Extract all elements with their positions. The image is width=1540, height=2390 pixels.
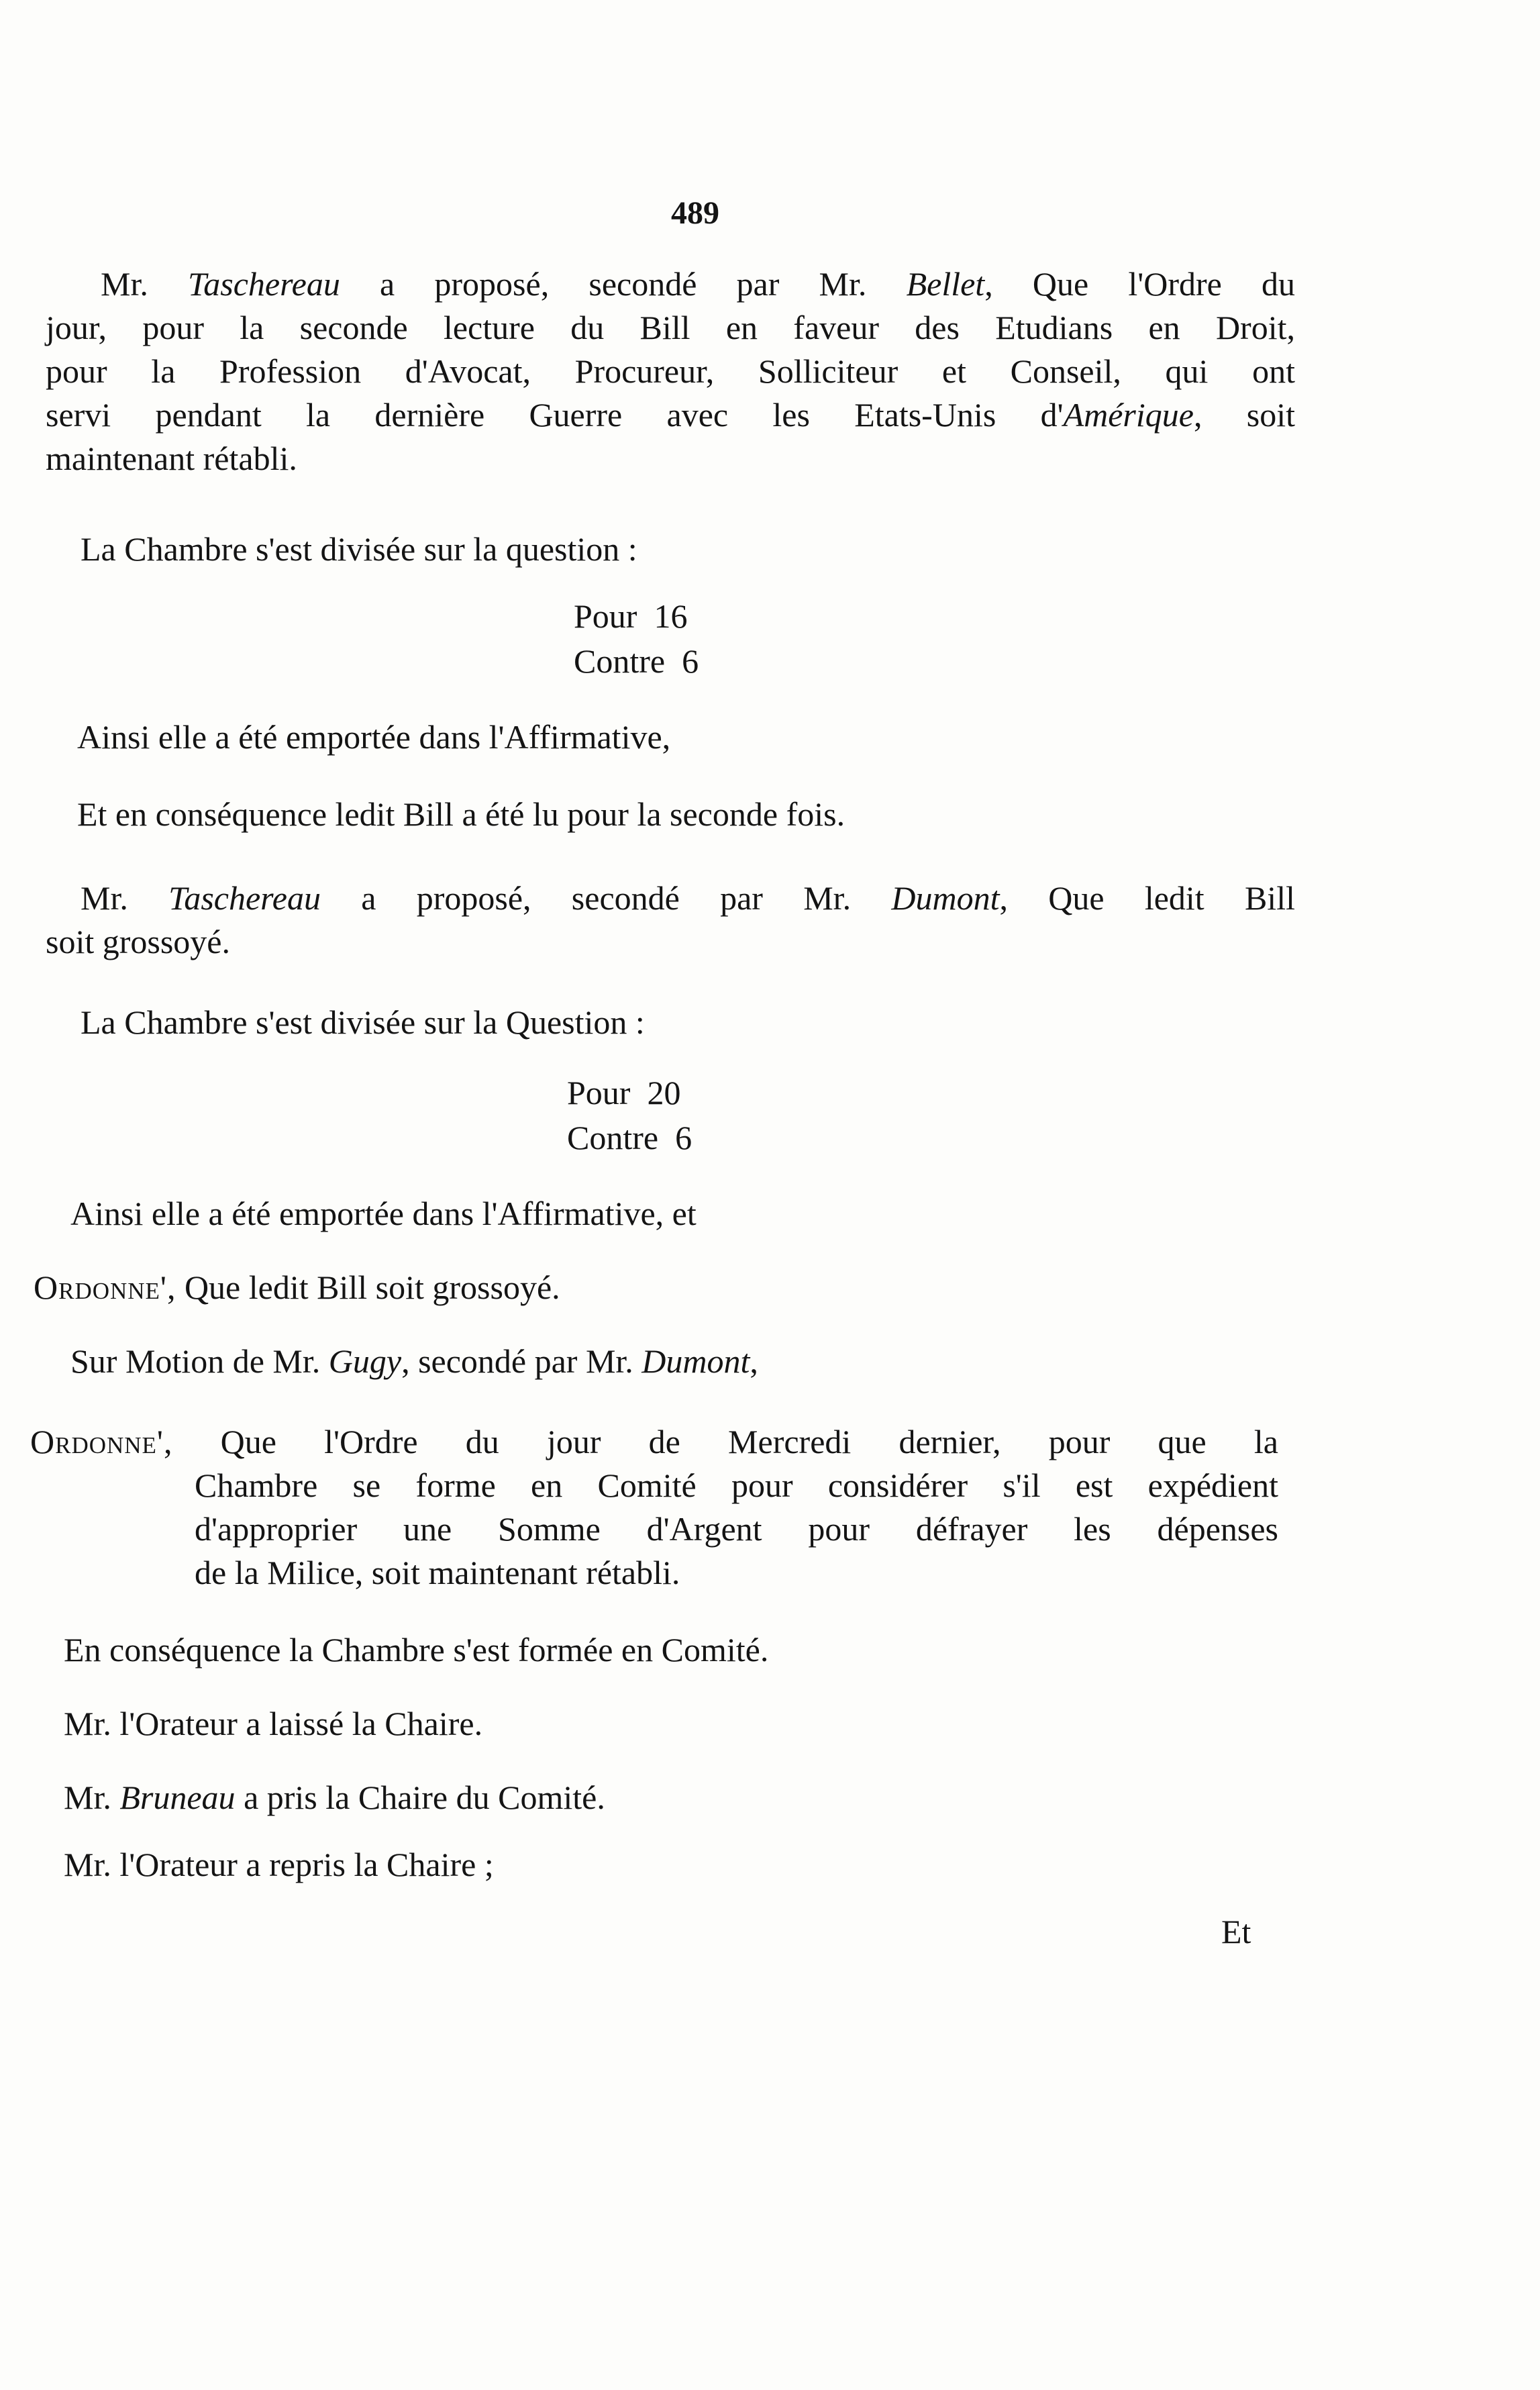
name-taschereau-2: Taschereau [168,879,321,917]
division1-contre: Contre 6 [574,642,699,680]
name-amerique: Amérique [1063,396,1194,434]
name-taschereau: Taschereau [188,265,340,303]
motion-line: Sur Motion de Mr. Gugy, secondé par Mr. Dumont, [70,1342,758,1380]
para1-line2: jour, pour la seconde lecture du Bill en faveur des Etudians en Droit, [46,309,1295,346]
comite-line4: Mr. l'Orateur a repris la Chaire ; [64,1846,494,1883]
para1-line4: servi pendant la dernière Guerre avec les Etats-Unis d'Amérique, soit [46,396,1295,434]
para1-line3: pour la Profession d'Avocat, Procureur, Solliciteur et Conseil, qui ont [46,352,1295,390]
name-bruneau: Bruneau [119,1779,236,1816]
para1-line5: maintenant rétabli. [46,440,297,477]
order2-label: Ordonne', [30,1423,173,1460]
name-dumont-2: Dumont [641,1342,750,1380]
division2-question: La Chambre s'est divisée sur la Question : [81,1003,645,1041]
order2-line1: Ordonne', Que l'Ordre du jour de Mercredi dernier, pour que la [30,1423,1278,1460]
order1: Ordonne', Que ledit Bill soit grossoyé. [34,1268,560,1306]
name-bellet: Bellet [906,265,985,303]
comite-line3: Mr. Bruneau a pris la Chaire du Comité. [64,1779,605,1816]
division1-question: La Chambre s'est divisée sur la question : [81,530,637,568]
division2-pour: Pour 20 [567,1074,681,1111]
para2-line1: Mr. Taschereau a proposé, secondé par Mr. Dumont, Que ledit Bill [81,879,1295,917]
division1-consequence: Et en conséquence ledit Bill a été lu pour la seconde fois. [77,795,845,833]
division2-contre: Contre 6 [567,1119,692,1156]
comite-line2: Mr. l'Orateur a laissé la Chaire. [64,1705,483,1742]
order1-label: Ordonne', [34,1268,176,1306]
comite-line1: En conséquence la Chambre s'est formée en Comité. [64,1631,769,1669]
order2-line4: de la Milice, soit maintenant rétabli. [195,1554,680,1591]
page-number: 489 [671,195,719,231]
division1-pour: Pour 16 [574,597,688,635]
para2-line2: soit grossoyé. [46,923,230,960]
order2-line2: Chambre se forme en Comité pour considérer s'il est expédient [195,1466,1278,1504]
name-gugy: Gugy [328,1342,402,1380]
catchword: Et [1221,1913,1251,1950]
name-dumont: Dumont [891,879,1000,917]
division2-result: Ainsi elle a été emportée dans l'Affirmative, et [70,1195,697,1232]
division1-result: Ainsi elle a été emportée dans l'Affirmative, [77,718,671,756]
para1-line1: Mr. Taschereau a proposé, secondé par Mr. Bellet, Que l'Ordre du [101,265,1295,303]
order2-line3: d'approprier une Somme d'Argent pour défrayer les dépenses [195,1510,1278,1548]
